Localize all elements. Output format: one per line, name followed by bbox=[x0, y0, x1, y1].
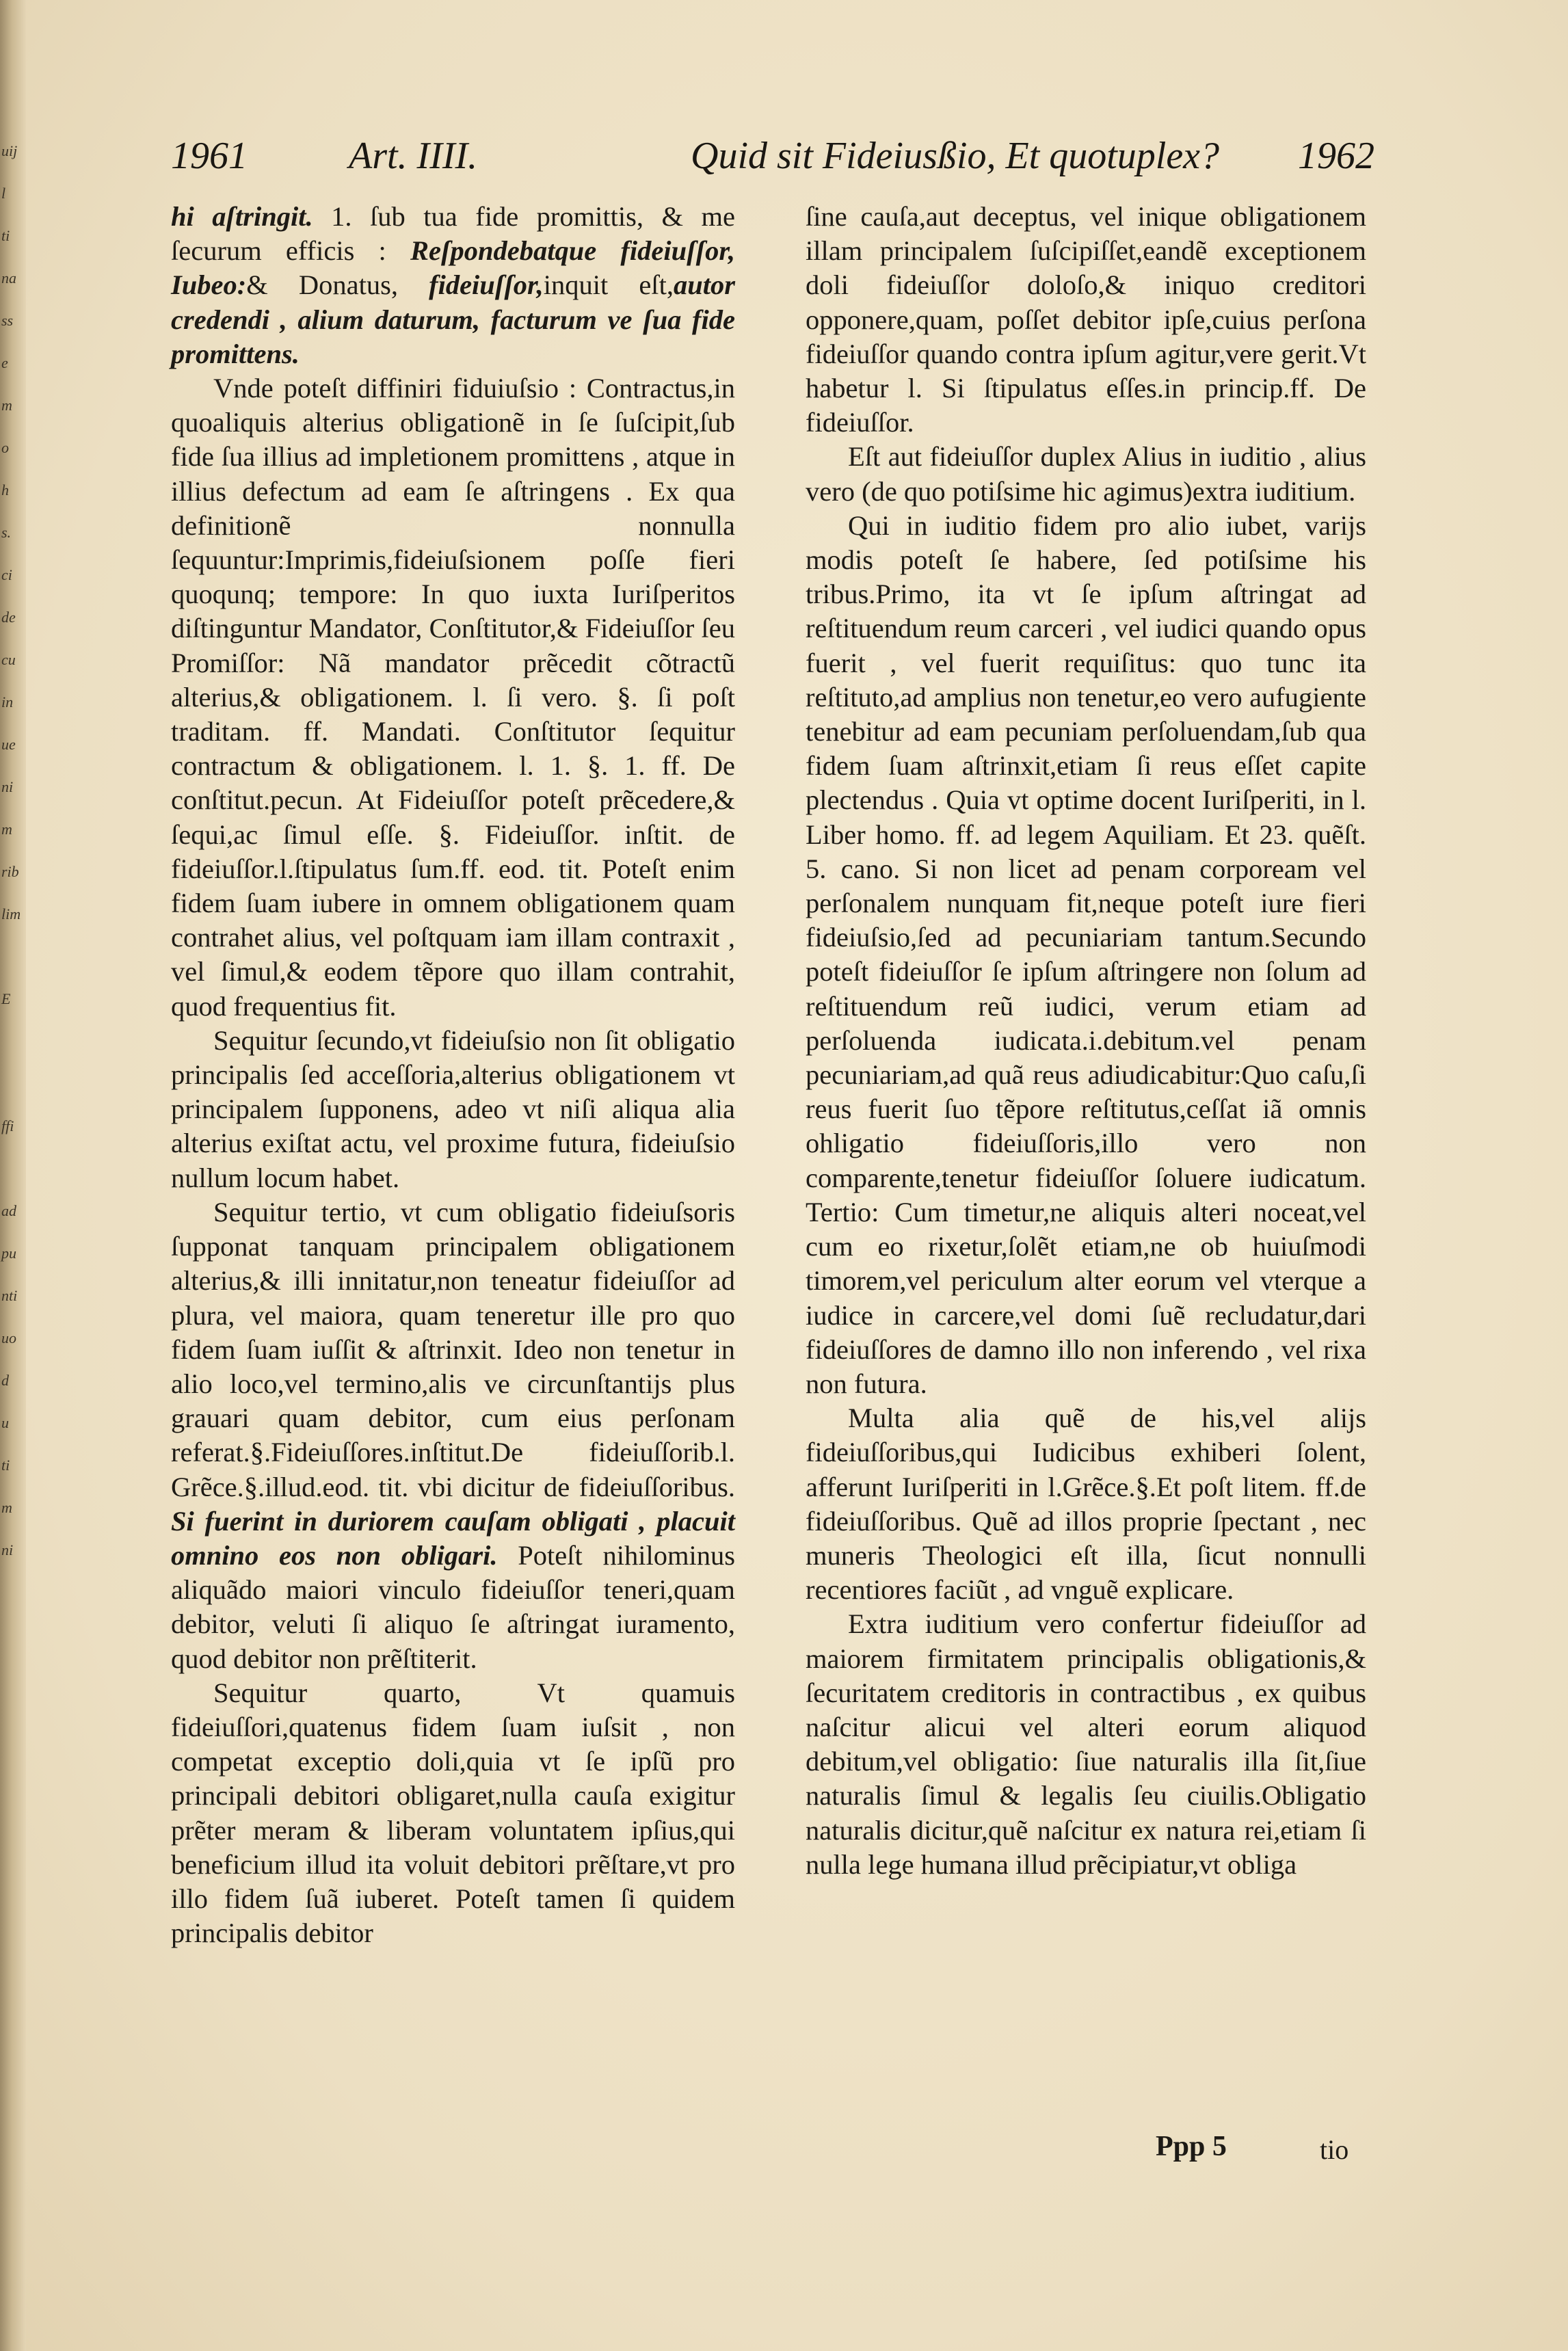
paragraph bbox=[806, 200, 1366, 440]
text-run: Qui in iuditio fidem pro alio iubet, varijs modis poteſt ſe habere, ſed potiſsime his tribus.Primo, ita vt ſe ipſum aſtringat ad reſtituendum reum carceri , vel iudici quando opus fuerit , vel fuerit requiſitus: quo tunc ita reſtituto,ad amplius non tenetur,eo vero aufugiente tenebitur ad eam pecuniam perſoluendam,ſub qua fidem ſuam aſtrinxit,etiam ſi reus eſſet capite plectendus . Quia vt optime docent Iuriſperiti, in l. Liber homo. ff. ad legem Aquiliam. Et 23. quẽſt. 5. cano. Si non licet ad penam corpoream vel perſonalem nunquam fit,neque poteſt iure fieri fideiuſsio,ſed ad pecuniariam tantum.Secundo poteſt fideiuſſor ſe ipſum aſtringere non ſolum ad reſtituendum reũ iudici, verum etiam ad perſoluenda iudicata.i.debitum.vel penam pecuniariam,ad quã reus adiudicabitur:Quo caſu,ſi reus fuerit ſuo tẽpore reſtitutus,ceſſat iã omnis ohligatio fideiuſſoris,illo vero non comparente,tenetur fideiuſſor ſoluere iudicatum. Tertio: Cum timetur,ne aliquis alteri noceat,vel cum eo rixetur,ſolẽt etiam,ne ob huiuſmodi timorem,vel periculum alter eorum vel vterque a iudice in carcere,vel domi ſuẽ recludatur,dari fideiuſſores de damno illo non inferendo , vel rixa non futura. bbox=[806, 509, 1366, 1399]
gutter-mark: cu bbox=[1, 651, 16, 668]
paragraph bbox=[806, 1401, 1366, 1607]
gutter-mark: ni bbox=[1, 1541, 14, 1558]
paragraph bbox=[806, 1607, 1366, 1882]
paragraph bbox=[171, 1676, 735, 1951]
text-run: Sequitur tertio, vt cum obligatio fideiuſsoris ſupponat tanquam principalem obligationem alterius,& illi innitatur,non teneatur fideiuſſor ad plura, vel maiora, quam teneretur ille pro quo fidem ſuam iuſſit & aſtrinxit. Ideo non tenetur in alio loco,vel termino,alis ve circunſtantijs plus grauari quam debitor, cum eius perſonam referat.§.Fideiuſſores.inſtitut.De fideiuſſorib.l. Grẽce.§.illud.eod. tit. vbi dicitur de fideiuſſoribus. bbox=[171, 1196, 735, 1502]
gutter-mark: E bbox=[1, 990, 11, 1007]
text-run: Eſt aut fideiuſſor duplex Alius in iuditio , alius vero (de quo potiſsime hic agimus)extra iuditium. bbox=[806, 441, 1366, 507]
gutter-mark bbox=[1, 1147, 22, 1190]
gutter-mark: e bbox=[1, 354, 8, 371]
gutter-mark: h bbox=[1, 481, 9, 499]
gutter-mark: rib bbox=[1, 863, 19, 880]
gutter-mark bbox=[1, 1020, 22, 1063]
signature-mark: Ppp 5 bbox=[1156, 2131, 1227, 2162]
text-run: ſine cauſa,aut deceptus, vel inique obligationem illam principalem ſuſcipiſſet,eandẽ exceptionem doli fideiuſſor doloſo,& iniquo creditori opponere,quam, poſſet debitor ipſe,cuius perſona fideiuſſor quando contra ipſum agitur,vere gerit.Vt habetur l. Si ſtipulatus eſſes.in princip.ff. De fideiuſſor. bbox=[806, 201, 1366, 438]
gutter-mark: o bbox=[1, 439, 9, 456]
gutter-mark: u bbox=[1, 1414, 9, 1431]
gutter-mark: pu bbox=[1, 1245, 16, 1262]
right-text-column bbox=[806, 200, 1366, 1882]
gutter-mark: in bbox=[1, 693, 14, 710]
text-run: & Donatus, bbox=[246, 269, 429, 301]
text-run: Sequitur ſecundo,vt fideiuſsio non ſit obligatio principalis ſed acceſſoria,alterius obligationem vt principalem ſupponens, adeo vt niſi aliqua alia alterius exiſtat actu, vel proxime futura, fideiuſsio nullum locum habet. bbox=[171, 1024, 735, 1193]
paragraph bbox=[171, 1024, 735, 1195]
text-run: Multa alia quẽ de his,vel alijs fideiuſſoribus,qui Iudicibus exhiberi ſolent, afferunt Iuriſperiti in l.Grẽce.§.Et poſt litem. ff.de fideiuſſoribus. Quẽ ad illos proprie ſpectant , nec muneris Theologici eſt illa, ſicut nonnulli recentiores faciũt , ad vnguẽ explicare. bbox=[806, 1403, 1366, 1606]
gutter-mark: ni bbox=[1, 778, 14, 795]
italic-run: hi aſtringit. bbox=[171, 201, 313, 232]
right-page-number: 1962 bbox=[1298, 135, 1374, 177]
article-label: Art. IIII. bbox=[349, 135, 478, 177]
gutter-mark: ti bbox=[1, 1457, 10, 1474]
text-run: Poteſt nihilominus aliquãdo maiori vinculo fideiuſſor teneri,quam debitor, veluti ſi aliquo ſe aſtringat iuramento, quod debitor non prẽſtiterit. bbox=[171, 1539, 736, 1674]
gutter-mark: ci bbox=[1, 566, 12, 583]
gutter-mark: m bbox=[1, 821, 12, 838]
gutter-mark: de bbox=[1, 609, 16, 626]
gutter-mark: ti bbox=[1, 227, 10, 244]
gutter-mark: d bbox=[1, 1372, 9, 1389]
italic-run: Si fuerint in duriorem cauſam obligati , placuit omnino eos non obligari. bbox=[171, 1505, 735, 1571]
paragraph bbox=[171, 371, 735, 1024]
gutter-mark: nti bbox=[1, 1287, 18, 1304]
gutter-mark: uo bbox=[1, 1329, 16, 1346]
gutter-mark: ffi bbox=[1, 1117, 14, 1134]
gutter-mark: ad bbox=[1, 1202, 16, 1219]
italic-run: fideiuſſor, bbox=[429, 269, 544, 301]
paragraph bbox=[171, 200, 735, 371]
italic-run: Reſpondebatque fideiuſſor, Iubeo: bbox=[171, 235, 735, 301]
text-run: inquit eſt, bbox=[543, 269, 674, 301]
paragraph bbox=[171, 1195, 735, 1676]
text-run: 1. ſub tua fide promittis, & me ſecurum efficis : bbox=[171, 201, 735, 267]
gutter-marginalia bbox=[1, 130, 22, 1571]
paragraph bbox=[806, 440, 1366, 508]
left-text-column bbox=[171, 200, 735, 1950]
running-title: Quid sit Fideiusßio, Et quotuplex? bbox=[691, 135, 1220, 177]
gutter-mark: s. bbox=[1, 524, 12, 541]
paragraph bbox=[806, 509, 1366, 1401]
gutter-mark: m bbox=[1, 1499, 12, 1516]
text-run: Sequitur quarto, Vt quamuis fideiuſſori,quatenus fidem ſuam iuſsit , non competat exceptio doli,quia vt ſe ipſũ pro principali debitori obligaret,nulla cauſa exigitur prẽter meram & liberam voluntatem ipſius,qui beneficium illud ita voluit debitori prẽſtare,vt pro illo fidem ſuã iuberet. Poteſt tamen ſi quidem principalis debitor bbox=[171, 1677, 735, 1949]
text-run: Vnde poteſt diffiniri fiduiuſsio : Contractus,in quoaliquis alterius obligationẽ in ſe ſuſcipit,ſub fide ſua illius ad impletionem promittens , atque in illius defectum ad eam ſe aſtringens . Ex qua definitionẽ nonnulla ſequuntur:Imprimis,fideiuſsionem poſſe fieri quoqunq; tempore: In quo iuxta Iuriſperitos diſtinguntur Mandator, Conſtitutor,& Fideiuſſor ſeu Promiſſor: Nã mandator prẽcedit cõtractũ alterius,& obligationem. l. ſi vero. §. ſi poſt traditam. ff. Mandati. Conſtitutor ſequitur contractum & obligationem. l. 1. §. 1. ff. De conſtitut.pecun. At Fideiuſſor poteſt prẽcedere,& ſequi,ac ſimul eſſe. §. Fideiuſſor. inſtit. de fideiuſſor.l.ſtipulatus ſum.ff. eod. tit. Poteſt enim fidem ſuam iubere in omnem obligationem quam contrahet alius, vel poſtquam iam illam contraxit , vel ſimul,& eodem tẽpore quo illam contrahit, quod frequentius fit. bbox=[171, 373, 735, 1022]
gutter-mark bbox=[1, 935, 22, 978]
gutter-mark: lim bbox=[1, 905, 21, 922]
gutter-mark: uij bbox=[1, 142, 18, 159]
gutter-mark: ss bbox=[1, 312, 14, 329]
text-run: Extra iuditium vero confertur fideiuſſor ad maiorem firmitatem principalis obligationis,& ſecuritatem creditoris in contractibus , ex quibus naſcitur alicui vel alteri eorum aliquod debitum,vel obligatio: ſiue naturalis illa ſit,ſiue naturalis ſimul & legalis ſeu ciuilis.Obligatio naturalis dicitur,quẽ naſcitur ex natura rei,etiam ſi nulla lege humana illud prẽcipiatur,vt obliga bbox=[806, 1608, 1366, 1880]
gutter-mark: na bbox=[1, 269, 16, 287]
gutter-mark: ue bbox=[1, 736, 16, 753]
catchword: tio bbox=[1320, 2134, 1349, 2165]
running-header bbox=[171, 134, 1374, 189]
gutter-mark bbox=[1, 1063, 22, 1105]
gutter-mark: m bbox=[1, 397, 12, 414]
left-page-number: 1961 bbox=[171, 135, 248, 177]
gutter-mark: l bbox=[1, 185, 6, 202]
page-gutter bbox=[0, 0, 26, 2351]
italic-run: autor credendi , alium daturum, facturum ve ſua fide promittens. bbox=[171, 269, 735, 369]
